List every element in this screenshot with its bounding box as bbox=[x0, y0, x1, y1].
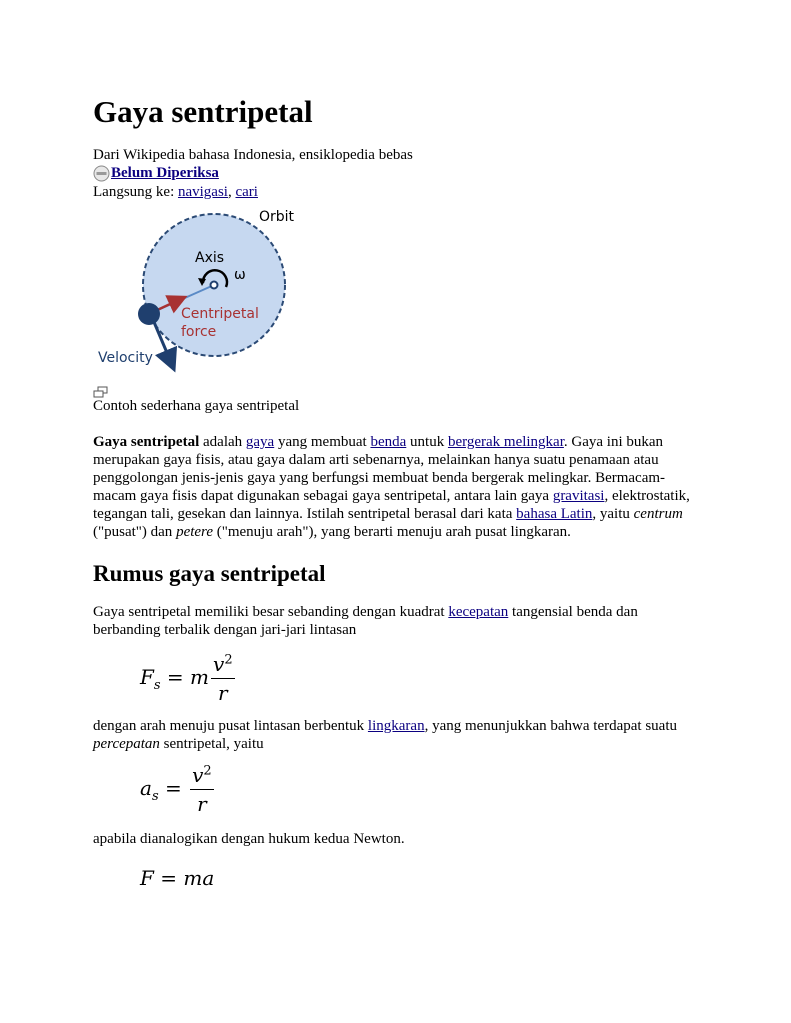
term-centrum: centrum bbox=[633, 506, 683, 522]
acceleration-paragraph bbox=[93, 717, 698, 753]
link-benda[interactable]: benda bbox=[370, 434, 407, 450]
site-subtitle: Dari Wikipedia bahasa Indonesia, ensiklopedia bebas bbox=[93, 147, 413, 163]
search-link[interactable]: cari bbox=[235, 184, 258, 200]
centripetal-label-line1: Centripetal bbox=[181, 306, 259, 322]
formula-centripetal-acceleration bbox=[140, 763, 214, 816]
term-percepatan: percepatan bbox=[93, 736, 160, 752]
f1-eq: = bbox=[160, 665, 191, 689]
intro-text-4: . Gaya ini bukan merupakan gaya fisis, atau gaya dalam arti sebenarnya, melainkan hanya suatu penamaan atau penggolongan jenis-jenis gaya yang berfungsi membuat benda bergerak melingkar. Bermacam-macam gaya fisis dapat digunakan sebagai gaya sentripetal, antara lain gaya bbox=[93, 434, 666, 504]
f1-lhs: F bbox=[140, 665, 154, 689]
review-status-link[interactable]: Belum Diperiksa bbox=[111, 165, 219, 181]
navigation-link[interactable]: navigasi bbox=[177, 184, 228, 200]
f2-num-sup: 2 bbox=[203, 763, 212, 779]
section-heading: Rumus gaya sentripetal bbox=[93, 561, 326, 586]
velocity-label: Velocity bbox=[98, 350, 153, 366]
link-bergerak-melingkar[interactable]: bergerak melingkar bbox=[447, 434, 564, 450]
intro-text-2: yang membuat bbox=[274, 434, 371, 450]
link-gravitasi[interactable]: gravitasi bbox=[552, 488, 605, 504]
f2-eq: = bbox=[158, 776, 189, 800]
intro-bold-term: Gaya sentripetal bbox=[93, 434, 200, 450]
f1-den: r bbox=[218, 681, 228, 705]
centripetal-force-figure[interactable] bbox=[93, 205, 313, 380]
f1-fraction bbox=[211, 652, 235, 705]
f1-num: v bbox=[213, 652, 225, 676]
para3-text-2: , yang menunjukkan bahwa terdapat suatu bbox=[424, 718, 677, 734]
omega-label: ω bbox=[234, 267, 246, 283]
formula-newton-second-law bbox=[140, 866, 214, 890]
f3-eq: = bbox=[153, 866, 184, 890]
para2-text-2: tangensial benda dan berbanding terbalik dengan jari-jari lintasan bbox=[93, 604, 638, 638]
axis-point bbox=[211, 282, 218, 289]
link-gaya[interactable]: gaya bbox=[245, 434, 275, 450]
para3-text-1: dengan arah menuju pusat lintasan berbentuk bbox=[93, 718, 368, 734]
para2-text-1: Gaya sentripetal memiliki besar sebanding dengan kuadrat bbox=[93, 604, 449, 620]
f2-num: v bbox=[192, 763, 204, 787]
f1-m: m bbox=[190, 665, 210, 689]
jump-prefix: Langsung ke: bbox=[93, 184, 178, 200]
f1-lhs-sub: s bbox=[153, 678, 161, 693]
f2-lhs-sub: s bbox=[151, 789, 159, 804]
unreviewed-flag-icon bbox=[93, 165, 110, 182]
f2-lhs: a bbox=[140, 776, 152, 800]
f1-num-sup: 2 bbox=[224, 652, 233, 668]
formula-intro-paragraph bbox=[93, 603, 698, 639]
intro-text-8: ("menuju arah"), yang berarti menuju arah pusat lingkaran. bbox=[212, 524, 571, 540]
formula-centripetal-force bbox=[140, 652, 235, 705]
link-lingkaran[interactable]: lingkaran bbox=[367, 718, 425, 734]
f2-den: r bbox=[197, 792, 207, 816]
intro-paragraph bbox=[93, 433, 698, 541]
f2-fraction bbox=[190, 763, 214, 816]
axis-label: Axis bbox=[195, 250, 225, 266]
link-bahasa-latin[interactable]: bahasa Latin bbox=[516, 506, 593, 522]
figure-caption: Contoh sederhana gaya sentripetal bbox=[93, 398, 300, 414]
para3-text-3: sentripetal, yaitu bbox=[159, 736, 264, 752]
page-title: Gaya sentripetal bbox=[93, 94, 313, 129]
jump-to-links bbox=[93, 183, 258, 201]
link-kecepatan[interactable]: kecepatan bbox=[448, 604, 509, 620]
orbiting-ball bbox=[138, 303, 160, 325]
intro-text-6: , yaitu bbox=[592, 506, 634, 522]
f3-lhs: F bbox=[140, 866, 154, 890]
jump-separator: , bbox=[227, 184, 236, 200]
intro-text-7: ("pusat") dan bbox=[93, 524, 177, 540]
review-flag bbox=[93, 164, 219, 182]
f3-rhs: ma bbox=[183, 866, 215, 890]
term-petere: petere bbox=[176, 524, 213, 540]
intro-text-5: , elektrostatik, tegangan tali, gesekan dan lainnya. Istilah sentripetal berasal dari kata bbox=[93, 488, 690, 522]
intro-text-3: untuk bbox=[406, 434, 448, 450]
newton-paragraph: apabila dianalogikan dengan hukum kedua Newton. bbox=[93, 831, 405, 847]
intro-text-1: adalah bbox=[199, 434, 246, 450]
centripetal-label-line2: force bbox=[181, 324, 217, 340]
orbit-label: Orbit bbox=[259, 209, 295, 225]
